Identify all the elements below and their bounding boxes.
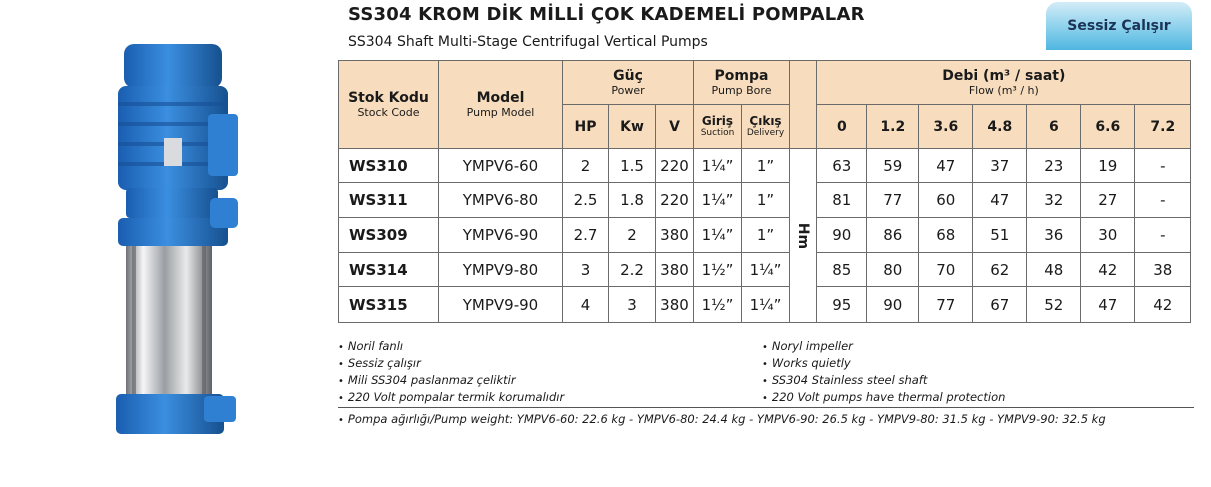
flow-cell: 59 — [867, 149, 919, 183]
delivery-cell: 1¼” — [742, 253, 790, 287]
flow-cell: 77 — [919, 287, 973, 323]
flow-col-header: 4.8 — [973, 105, 1027, 149]
flow-col-header: 3.6 — [919, 105, 973, 149]
note-item: • 220 Volt pompalar termik korumalıdır — [338, 389, 564, 406]
table-row — [339, 218, 1191, 253]
notes-turkish — [338, 338, 564, 406]
spec-table — [338, 60, 1191, 323]
kw-header: Kw — [609, 105, 656, 149]
flow-col-header: 1.2 — [867, 105, 919, 149]
flow-cell: 90 — [867, 287, 919, 323]
flow-col-header: 6.6 — [1081, 105, 1135, 149]
table-row — [339, 183, 1191, 218]
suction-cell: 1½” — [694, 287, 742, 323]
flow-cell: 70 — [919, 253, 973, 287]
volt-cell: 220 — [656, 149, 694, 183]
model-cell: YMPV6-60 — [439, 149, 563, 183]
volt-cell: 220 — [656, 183, 694, 218]
model-cell: YMPV9-90 — [439, 287, 563, 323]
flow-cell: 42 — [1081, 253, 1135, 287]
kw-cell: 1.8 — [609, 183, 656, 218]
flow-cell: 95 — [817, 287, 867, 323]
flow-cell: 77 — [867, 183, 919, 218]
power-header: Güç Power — [563, 61, 694, 105]
note-item: • Sessiz çalışır — [338, 355, 564, 372]
silent-badge: Sessiz Çalışır — [1046, 2, 1192, 50]
flow-cell: 36 — [1027, 218, 1081, 253]
suction-header: Giriş Suction — [694, 105, 742, 149]
flow-col-header: 6 — [1027, 105, 1081, 149]
note-item: • Noril fanlı — [338, 338, 564, 355]
flow-cell: 37 — [973, 149, 1027, 183]
table-row — [339, 287, 1191, 323]
flow-cell: 47 — [973, 183, 1027, 218]
pump-product-image — [112, 42, 250, 442]
divider — [338, 407, 1194, 408]
model-cell: YMPV9-80 — [439, 253, 563, 287]
volt-cell: 380 — [656, 253, 694, 287]
suction-cell: 1¼” — [694, 218, 742, 253]
delivery-cell: 1” — [742, 183, 790, 218]
stock-code-cell: WS309 — [339, 218, 439, 253]
model-header: Model Pump Model — [439, 61, 563, 149]
model-cell: YMPV6-80 — [439, 183, 563, 218]
volt-cell: 380 — [656, 287, 694, 323]
flow-col-header: 0 — [817, 105, 867, 149]
flow-col-header: 7.2 — [1135, 105, 1191, 149]
flow-cell: 42 — [1135, 287, 1191, 323]
note-item: • Mili SS304 paslanmaz çeliktir — [338, 372, 564, 389]
hp-cell: 2 — [563, 149, 609, 183]
hm-label: Hm — [790, 149, 817, 323]
model-cell: YMPV6-90 — [439, 218, 563, 253]
pump-bore-header: Pompa Pump Bore — [694, 61, 790, 105]
flow-cell: 51 — [973, 218, 1027, 253]
flow-cell: 38 — [1135, 253, 1191, 287]
note-item: • SS304 Stainless steel shaft — [762, 372, 1005, 389]
flow-cell: 86 — [867, 218, 919, 253]
flow-cell: 52 — [1027, 287, 1081, 323]
suction-cell: 1¼” — [694, 183, 742, 218]
flow-cell: 85 — [817, 253, 867, 287]
notes-section — [338, 338, 1194, 406]
flow-cell: 27 — [1081, 183, 1135, 218]
flow-cell: 19 — [1081, 149, 1135, 183]
stock-code-cell: WS311 — [339, 183, 439, 218]
flow-cell: 90 — [817, 218, 867, 253]
notes-english — [762, 338, 1005, 406]
flow-cell: 30 — [1081, 218, 1135, 253]
flow-cell: 32 — [1027, 183, 1081, 218]
delivery-header: Çıkış Delivery — [742, 105, 790, 149]
note-item: • Works quietly — [762, 355, 1005, 372]
page-title: SS304 KROM DİK MİLLİ ÇOK KADEMELİ POMPALAR — [348, 4, 865, 25]
hp-cell: 3 — [563, 253, 609, 287]
flow-cell: 23 — [1027, 149, 1081, 183]
flow-header: Debi (m³ / saat) Flow (m³ / h) — [817, 61, 1191, 105]
table-row — [339, 253, 1191, 287]
delivery-cell: 1¼” — [742, 287, 790, 323]
flow-cell: 47 — [919, 149, 973, 183]
delivery-cell: 1” — [742, 149, 790, 183]
flow-cell: 80 — [867, 253, 919, 287]
volt-header: V — [656, 105, 694, 149]
suction-cell: 1½” — [694, 253, 742, 287]
flow-cell: 60 — [919, 183, 973, 218]
suction-cell: 1¼” — [694, 149, 742, 183]
flow-cell: - — [1135, 149, 1191, 183]
flow-cell: 81 — [817, 183, 867, 218]
flow-cell: - — [1135, 183, 1191, 218]
hp-cell: 2.5 — [563, 183, 609, 218]
delivery-cell: 1” — [742, 218, 790, 253]
flow-cell: 68 — [919, 218, 973, 253]
table-row — [339, 149, 1191, 183]
stock-code-cell: WS310 — [339, 149, 439, 183]
stock-code-cell: WS315 — [339, 287, 439, 323]
hp-cell: 4 — [563, 287, 609, 323]
hp-cell: 2.7 — [563, 218, 609, 253]
kw-cell: 2.2 — [609, 253, 656, 287]
stock-code-header: Stok Kodu Stock Code — [339, 61, 439, 149]
kw-cell: 2 — [609, 218, 656, 253]
note-item: • 220 Volt pumps have thermal protection — [762, 389, 1005, 406]
hp-header: HP — [563, 105, 609, 149]
page-subtitle: SS304 Shaft Multi-Stage Centrifugal Vertical Pumps — [348, 34, 708, 50]
pump-weight-note: • Pompa ağırlığı/Pump weight: YMPV6-60: 22.6 kg - YMPV6-80: 24.4 kg - YMPV6-90: 26.5 kg - YMPV9-80: 31.5 kg - YMPV9-90: 32.5 kg — [338, 412, 1106, 426]
flow-cell: - — [1135, 218, 1191, 253]
kw-cell: 3 — [609, 287, 656, 323]
note-item: • Noryl impeller — [762, 338, 1005, 355]
flow-cell: 48 — [1027, 253, 1081, 287]
hm-gap-header — [790, 61, 817, 149]
flow-cell: 63 — [817, 149, 867, 183]
volt-cell: 380 — [656, 218, 694, 253]
flow-cell: 62 — [973, 253, 1027, 287]
stock-code-cell: WS314 — [339, 253, 439, 287]
kw-cell: 1.5 — [609, 149, 656, 183]
flow-cell: 67 — [973, 287, 1027, 323]
flow-cell: 47 — [1081, 287, 1135, 323]
